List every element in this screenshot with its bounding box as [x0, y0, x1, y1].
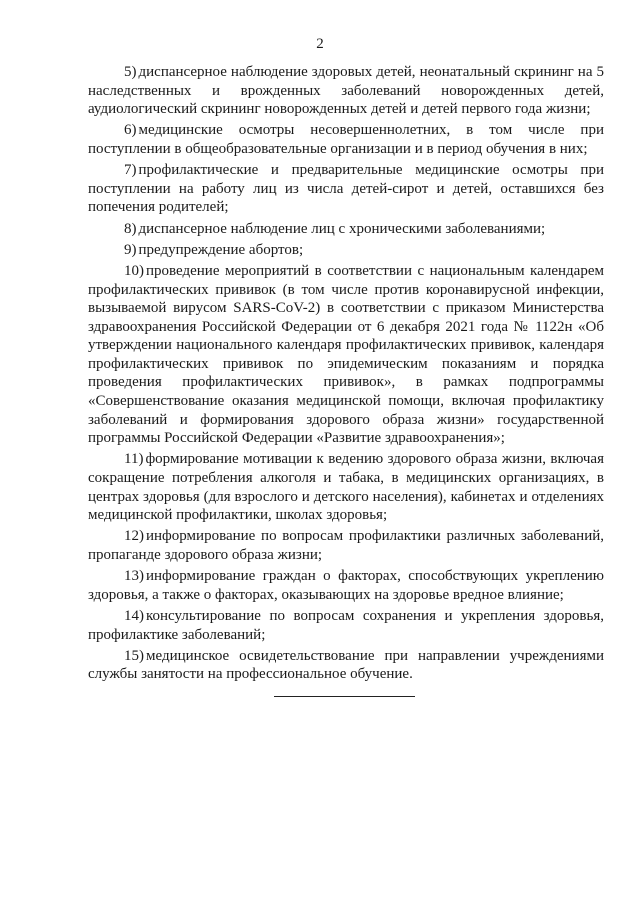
item-number: 12)	[124, 528, 144, 545]
page-number: 2	[316, 36, 324, 52]
item-number: 8)	[124, 220, 137, 237]
list-item-11	[88, 450, 604, 524]
item-text: информирование граждан о факторах, способствующих укреплению здоровья, а также о факторах, оказывающих на здоровье вредное влияние;	[88, 568, 604, 603]
list-item-7	[88, 161, 604, 217]
item-text: проведение мероприятий в соответствии с национальным календарем профилактических прививок (в том числе против коронавирусной инфекции, вызываемой вирусом SARS-CoV-2) в соответствии с приказом Министерства здравоохранения Российской Федерации от 6 декабря 2021 года № 1122н «Об утверждении национального календаря профилактических прививок, календаря профилактических прививок по эпидемическим показаниям и порядка проведения профилактических прививок», в рамках подпрограммы «Совершенствование оказания медицинской помощи, включая профилактику заболеваний и формирования здорового образа жизни» государственной программы Российской Федерации «Развитие здравоохранения»;	[88, 262, 604, 447]
item-number: 14)	[124, 607, 144, 624]
item-number: 7)	[124, 162, 137, 179]
item-text: консультирование по вопросам сохранения и укрепления здоровья, профилактике заболеваний;	[88, 607, 604, 643]
item-text: медицинские осмотры несовершеннолетних, в том числе при поступлении в общеобразовательные организации и в период обучения в них;	[88, 122, 604, 157]
list-item-15	[88, 647, 604, 684]
list-item-5	[88, 63, 604, 119]
item-number: 6)	[124, 122, 137, 139]
list-item-13	[88, 567, 604, 604]
list-item-9	[88, 241, 604, 260]
item-text: предупреждение абортов;	[138, 241, 304, 258]
item-text: информирование по вопросам профилактики различных заболеваний, пропаганде здорового образа жизни;	[88, 528, 604, 563]
item-number: 13)	[124, 568, 144, 585]
item-number: 5)	[124, 64, 137, 80]
list-item-10	[88, 262, 604, 448]
item-number: 9)	[124, 241, 137, 258]
item-number: 15)	[124, 647, 144, 664]
item-text: профилактические и предварительные медицинские осмотры при поступлении на работу лиц из числа детей-сирот и детей, оставшихся без попечения родителей;	[88, 162, 604, 216]
item-number: 11)	[124, 451, 144, 468]
list-item-6	[88, 121, 604, 158]
item-text: диспансерное наблюдение здоровых детей, неонатальный скрининг на 5 наследственных и врожденных заболеваний новорожденных детей, аудиологический скрининг новорожденных детей и детей первого года жизни;	[88, 64, 604, 118]
item-text: диспансерное наблюдение лиц с хроническими заболеваниями;	[138, 220, 546, 237]
item-text: медицинское освидетельствование при направлении учреждениями службы занятости на профессиональное обучение.	[88, 647, 604, 683]
list-item-12	[88, 527, 604, 564]
list-item-14	[88, 607, 604, 644]
end-separator-line	[274, 696, 415, 697]
list-item-8	[88, 220, 604, 239]
item-number: 10)	[124, 262, 144, 279]
item-text: формирование мотивации к ведению здорового образа жизни, включая сокращение потребления алкоголя и табака, в медицинских организациях, в центрах здоровья (для взрослого и детского населения), кабинетах и отделениях медицинской профилактики, школах здоровья;	[88, 451, 604, 524]
document-body	[88, 63, 604, 687]
